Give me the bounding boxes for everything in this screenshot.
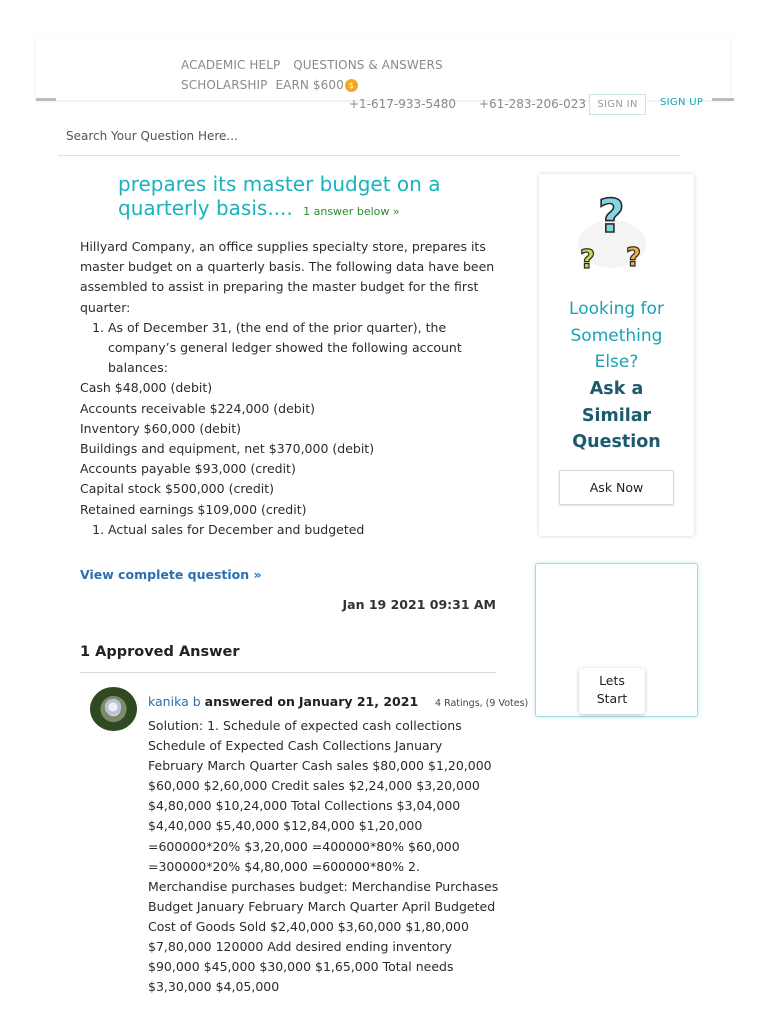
question-body — [80, 237, 500, 540]
nav-earn[interactable]: EARN $600 — [275, 78, 344, 92]
svg-text:?: ? — [580, 245, 596, 275]
balance-line: Inventory $60,000 (debit) — [80, 420, 242, 436]
ask-line: Similar — [581, 405, 652, 426]
question-item-2: 1. Actual sales for December and budgeted — [108, 520, 500, 540]
answers-below-link[interactable]: 1 answer below » — [303, 205, 400, 218]
lets-start-line: Start — [596, 691, 628, 706]
header-divider-left — [36, 98, 56, 101]
sign-up-button[interactable]: SIGN UP — [660, 97, 704, 108]
balance-line: Accounts receivable $224,000 (debit) — [80, 400, 315, 416]
question-title — [118, 172, 498, 224]
avatar[interactable] — [90, 687, 137, 731]
answer-ratings: 4 Ratings, (9 Votes) — [435, 698, 529, 709]
balance-line: Cash $48,000 (debit) — [80, 380, 213, 396]
question-date: Jan 19 2021 09:31 AM — [342, 597, 496, 612]
search-input[interactable] — [58, 116, 680, 156]
balance-line: Buildings and equipment, net $370,000 (debit) — [80, 441, 375, 457]
nav-academic-help[interactable]: ACADEMIC HELP — [181, 58, 281, 72]
view-complete-question-link[interactable]: View complete question » — [80, 567, 262, 582]
ask-line: Question — [572, 432, 661, 452]
question-title-text: prepares its master budget on a quarterly basis.... — [118, 172, 441, 220]
coin-icon: $ — [345, 79, 358, 92]
header-divider-right — [712, 98, 734, 101]
looking-line: Else? — [594, 352, 639, 372]
looking-line: Something — [570, 325, 663, 346]
answered-on-label: answered on — [204, 694, 295, 709]
top-nav-row-1 — [181, 58, 443, 72]
phone-au[interactable]: +61-283-206-023 — [479, 97, 587, 111]
question-marks-icon — [576, 186, 658, 276]
ask-line: Ask a — [589, 379, 644, 399]
answer-date: January 21, 2021 — [298, 694, 419, 709]
looking-for-text — [545, 296, 688, 376]
svg-text:?: ? — [598, 189, 625, 243]
answer-text: Solution: 1. Schedule of expected cash collections Schedule of Expected Cash Collections January February March Quarter Cash sales $80,000 $1,20,000 $60,000 $2,60,000 Credit sales $2,24,000 $3,20,000 $4,80,000 $10,24,000 Total Collections $3,04,000 $4,40,000 $5,40,000 $12,84,000 $1,20,000 =600000*20% $3,20,000 =400000*80% $60,000 =300000*20% $4,80,000 =600000*80% 2. Merchandise purchases budget: Merchandise Purchases Budget January February March Quarter April Budgeted Cost of Goods Sold $2,40,000 $3,60,000 $1,80,000 $7,80,000 120000 Add desired ending inventory $90,000 $45,000 $30,000 $1,65,000 Total needs $3,30,000 $4,05,000 — [148, 718, 499, 995]
lets-start-button[interactable] — [579, 668, 645, 714]
phone-us[interactable]: +1-617-933-5480 — [349, 97, 457, 111]
answers-divider — [80, 672, 496, 673]
balance-line: Retained earnings $109,000 (credit) — [80, 501, 307, 517]
ask-similar-text — [545, 376, 688, 456]
lets-start-line: Lets — [599, 673, 625, 688]
nav-scholarship[interactable]: SCHOLARSHIP — [181, 78, 268, 92]
approved-answers-heading: 1 Approved Answer — [80, 644, 240, 660]
answer-meta — [148, 694, 418, 709]
top-nav-row-2 — [181, 78, 358, 92]
question-intro: Hillyard Company, an office supplies specialty store, prepares its master budget on a quarterly basis. The following data have been assembled to assist in preparing the master budget for the first quarter: — [80, 239, 495, 315]
answer-author-link[interactable]: kanika b — [148, 694, 201, 709]
svg-text:?: ? — [626, 243, 642, 273]
sign-in-button[interactable]: SIGN IN — [589, 94, 646, 115]
balance-line: Accounts payable $93,000 (credit) — [80, 461, 296, 477]
nav-questions-answers[interactable]: QUESTIONS & ANSWERS — [293, 58, 443, 72]
question-list-1 — [80, 318, 500, 379]
looking-line: Looking for — [569, 299, 664, 319]
balance-line: Capital stock $500,000 (credit) — [80, 481, 275, 497]
question-item-1: 1. As of December 31, (the end of the prior quarter), the company’s general ledger showed the following account balances: — [108, 318, 500, 379]
question-list-2 — [80, 520, 500, 540]
ask-now-button[interactable]: Ask Now — [559, 470, 674, 505]
